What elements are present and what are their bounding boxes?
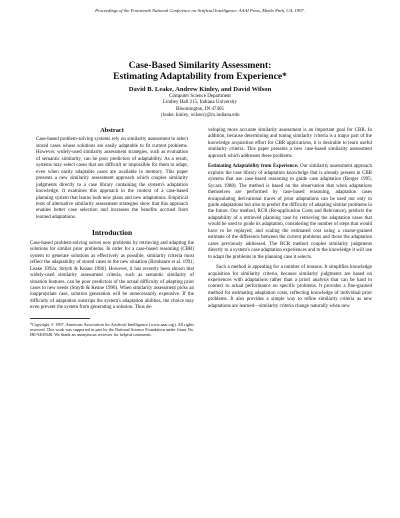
right-paragraph-2 — [208, 164, 372, 261]
affiliation-city: Bloomington, IN 47405 — [176, 106, 224, 112]
proceedings-header: Proceedings of the Fourteenth National Conference on Artificial Intelligence, AAAI Press, Menlo Park, CA, 1997. — [95, 8, 305, 13]
abstract-text: Case-based problem-solving systems rely on similarity assessment to select stored cases whose solutions are easily adaptable to fit current problems. However, widely-used similarity assessment strategies, such as evaluation of semantic similarity, can be poor predictors of adaptability. As a result, systems may select cases that are difficult or impossible for them to adapt, even when easily adaptable cases are available in memory. This paper presents a new similarity assessment approach which couples similarity judgments directly to a case library containing the system's adaptation knowledge. It examines this approach in the context of a case-based planning system that learns both new plans and new adaptations. Empirical tests of alternative similarity assessment strategies show that this approach enables better case selection and increases the benefits accrued from learned adaptations. — [36, 137, 188, 220]
right-paragraph-2-text: Our similarity assessment approach exploits the case library of adaptation knowledge that is already present in CBR systems that use case-based reasoning to guide case adaptation (Berger 1995; Sycara 1988). The method is based on the observation that when adaptations themselves are performed by case-based reasoning, adaptation cases encapsulating derivational traces of prior adaptations can be used not only to guide adaptations but also to predict the difficulty of adapting similar problems in the future. Our method, RCR (Re-application Costs and Relevance), predicts the adaptability of a retrieved planning case by retrieving the adaptation cases that would be used to guide its adaptation, considering the number of steps that would have to be replayed, and scaling the estimated cost using a coarse-grained estimate of the difference between the current problems and those the adaptation cases previously addressed. The RCR method couples similarity judgments directly to a system's case adaptation experiences and to the knowledge it will use to adapt the problems in the planning case it selects. — [208, 164, 372, 260]
affiliation-department: Computer Science Department — [169, 94, 231, 99]
title-block — [30, 60, 370, 119]
right-paragraph-1: veloping more accurate similarity assessment is an important goal for CBR. In addition, because determining and tuning similarity criteria is a major part of the knowledge acquisition effort for CBR applications, it is desirable to learn useful similarity criteria. This paper presents a new case-based similarity assessment approach which addresses these problems. — [208, 128, 372, 159]
paper-title — [30, 60, 370, 82]
footnote-divider — [30, 318, 90, 319]
affiliation-building: Lindley Hall 215, Indiana University — [162, 100, 237, 106]
title-line-2: Estimating Adaptability from Experience* — [113, 71, 287, 82]
runin-heading: Estimating Adaptability from Experience: — [208, 164, 299, 170]
footnote: *Copyright © 1997, American Association for Artificial Intelligence (www.aaai.org). All rights reserved. This work was supported in part by the National Science Foundation under Grant No. IRI-9409348. We thank an anonymous reviewer for helpful comments. — [30, 321, 194, 338]
left-column — [30, 128, 194, 338]
abstract-heading: Abstract — [100, 127, 124, 134]
introduction-heading: Introduction — [91, 228, 133, 238]
right-paragraph-3: Such a method is appealing for a number of reasons. It simplifies knowledge acquisition for similarity criteria, because similarity judgments are based on experiences with adaptations rather than a priori analysis that can be hard to connect to actual performance on specific problems. It provides a fine-grained method for estimating adaptation costs, reflecting knowledge of individual prior problems. It also provides a simple way to refine similarity criteria as new adaptations are learned—similarity criteria change naturally when new — [208, 265, 372, 309]
affiliation-email: {leake, kinley, wilson}@cs.indiana.edu — [160, 112, 240, 118]
introduction-paragraph: Case-based problem-solving solves new problems by retrieving and adapting the solutions for similar prior problems. In order for a case-based reasoning (CBR) system to generate solutions as effectively as possible, similarity criteria must reflect the adaptability of stored cases to the new situation (Birnbaum et al. 1991; Leake 1992a; Smyth & Keane 1996). However, it has recently been shown that widely-used similarity assessment criteria, such as semantic similarity of situation features, can be poor predictors of the actual difficulty of adapting prior cases to new needs (Smyth & Keane 1996). When similarity assessment picks an inappropriate case, solution generation will be unnecessarily expensive. If the difficulty of adaptation outstrips the system's adaptation abilities, the choice may even prevent the system from generating a solution. Thus de- — [30, 240, 194, 311]
right-column — [208, 128, 372, 310]
authors: David B. Leake, Andrew Kinley, and David Wilson — [128, 86, 272, 93]
title-line-1: Case-Based Similarity Assessment: — [128, 60, 272, 71]
